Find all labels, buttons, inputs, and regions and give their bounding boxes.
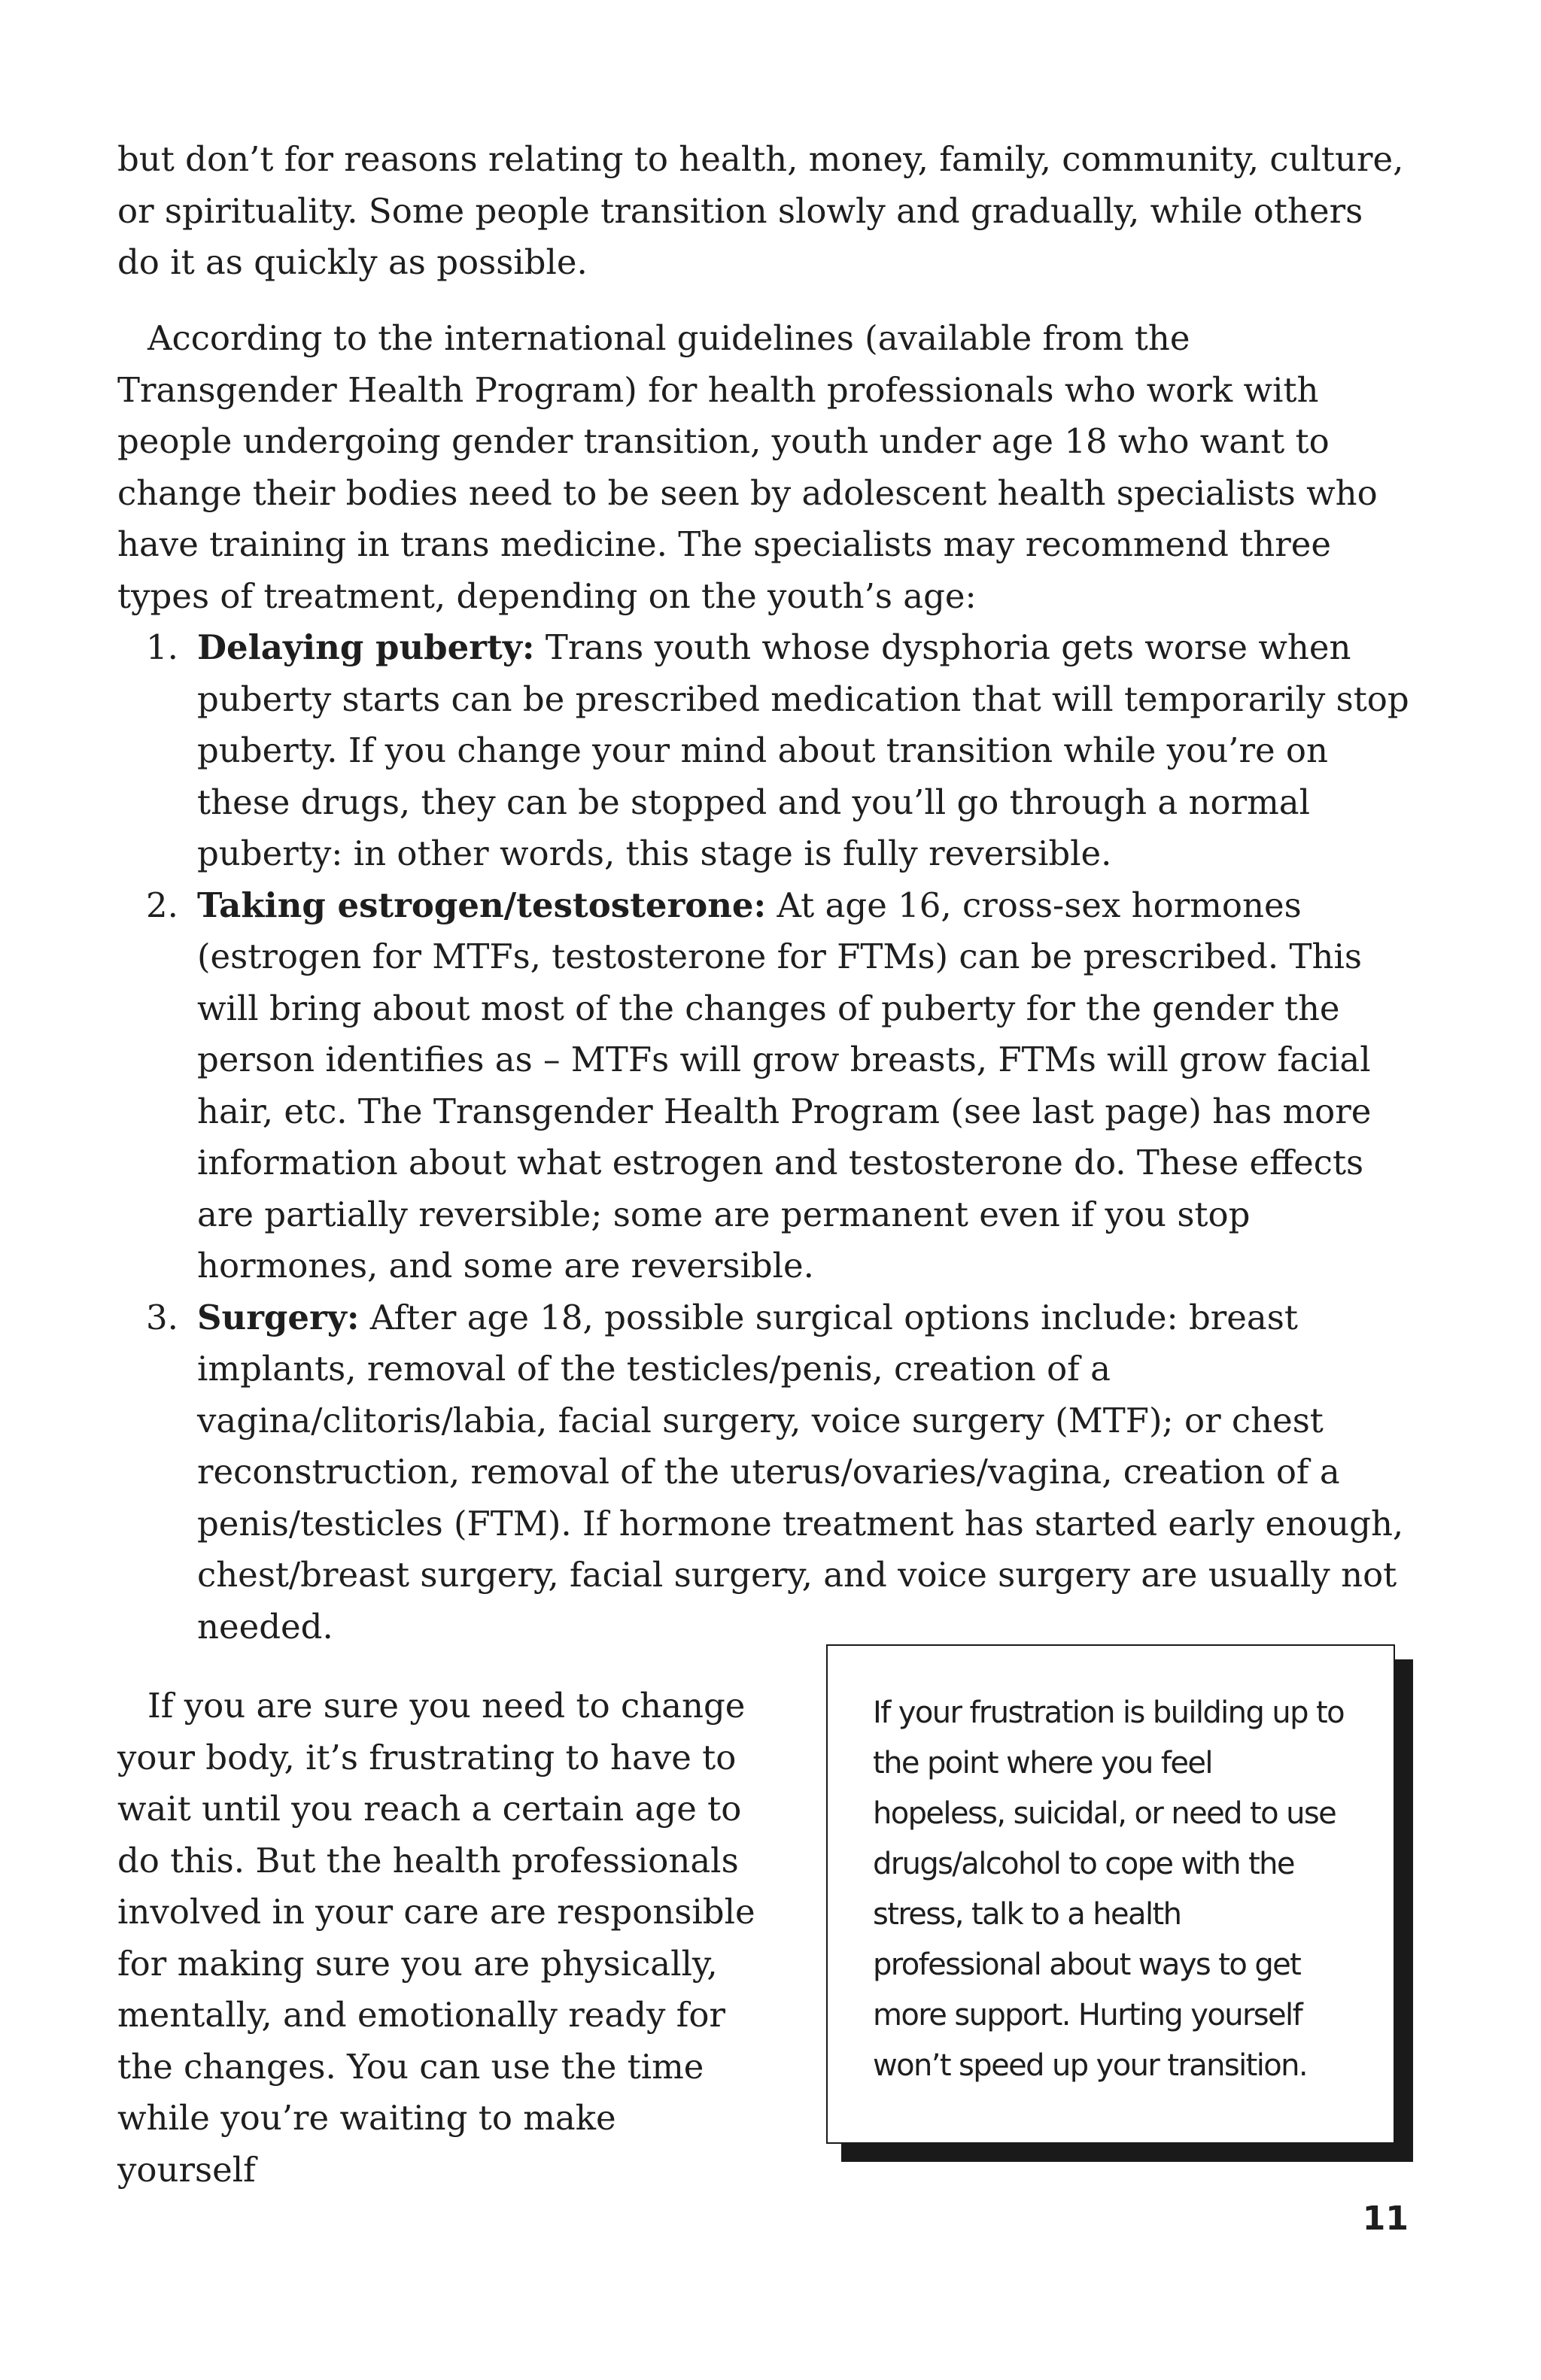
- page-number: 11: [1362, 2199, 1409, 2238]
- list-item-term: Surgery:: [197, 1297, 360, 1337]
- list-item-number: 2.: [146, 885, 178, 925]
- list-item-text: After age 18, possible surgical options include: breast implants, removal of the testicles/penis, creation of a vagina/clitoris/labia, facial surgery, voice surgery (MTF); or chest reconstruction, removal of the uterus/ovaries/vagina, creation of a penis/testicles (FTM). If hormone treatment has started early enough, chest/breast surgery, facial surgery, and voice surgery are usually not needed.: [197, 1297, 1404, 1647]
- list-item: [0, 622, 1415, 880]
- callout-box: [826, 1644, 1395, 2144]
- paragraph-guidelines: According to the international guidelines (available from the Transgender Health Program) for health professionals who work with people undergoing gender transition, youth under age 18 who want to change their bodies need to be seen by adolescent health specialists who have training in trans medicine. The specialists may recommend three types of treatment, depending on the youth’s age:: [117, 318, 1378, 616]
- list-item: [0, 880, 1415, 1292]
- list-item-text: Trans youth whose dysphoria gets worse when puberty starts can be prescribed medication that will temporarily stop puberty. If you change your mind about transition while you’re on these drugs, they can be stopped and you’ll go through a normal puberty: in other words, this stage is fully reversible.: [197, 627, 1409, 873]
- paragraph-waiting: If you are sure you need to change your body, it’s frustrating to have to wait until you reach a certain age to do this. But the health professionals involved in your care are responsible for making sure you are physically, mentally, and emotionally ready for the changes. You can use the time while you’re waiting to make yourself: [117, 1686, 755, 2190]
- list-item-term: Delaying puberty:: [197, 627, 535, 667]
- list-item-term: Taking estrogen/testosterone:: [197, 885, 767, 925]
- list-item: [0, 1292, 1415, 1653]
- paragraph-intro-continued: but don’t for reasons relating to health, money, family, community, culture, or spirituality. Some people transition slowly and gradually, while others do it as quickly as possible.: [117, 139, 1404, 282]
- list-item-text: At age 16, cross-sex hormones (estrogen for MTFs, testosterone for FTMs) can be prescribed. This will bring about most of the changes of puberty for the gender the person identifies as – MTFs will grow breasts, FTMs will grow facial hair, etc. The Transgender Health Program (see last page) has more information about what estrogen and testosterone do. These effects are partially reversible; some are permanent even if you stop hormones, and some are reversible.: [197, 885, 1372, 1286]
- callout-text: If your frustration is building up to the point where you feel hopeless, suicidal, or need to use drugs/alcohol to cope with the stress, talk to a health professional about ways to get more support. Hurting yourself won’t speed up your transition.: [873, 1695, 1344, 2083]
- list-item-number: 3.: [146, 1297, 178, 1337]
- treatment-list: [0, 622, 1415, 1653]
- list-item-number: 1.: [146, 627, 178, 667]
